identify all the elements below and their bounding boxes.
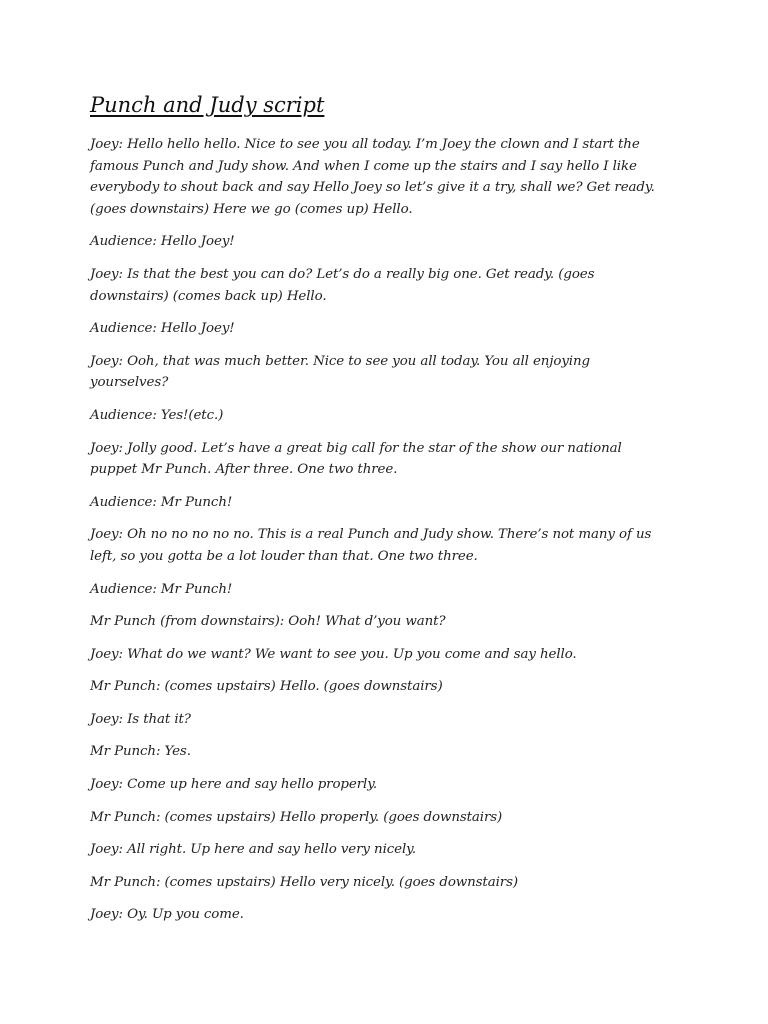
script-line: Audience: Mr Punch!: [90, 581, 233, 597]
script-line: Audience: Hello Joey!: [90, 321, 235, 337]
script-line: Mr Punch: (comes upstairs) Hello properly. (goes downstairs): [90, 809, 503, 825]
script-line: Joey: All right. Up here and say hello very nicely.: [90, 842, 417, 858]
script-line: Audience: Mr Punch!: [90, 494, 233, 510]
document-title: Punch and Judy script: [90, 93, 325, 117]
document-page: [90, 90, 670, 937]
script-line: Joey: Jolly good. Let’s have a great big call for the star of the show our national puppet Mr Punch. After three. One two three.: [90, 440, 622, 478]
script-line: Joey: Is that it?: [90, 711, 191, 727]
script-line: Joey: Hello hello hello. Nice to see you all today. I’m Joey the clown and I start the famous Punch and Judy show. And when I come up the stairs and I say hello I like everybody to shout back and say Hello Joey so let’s give it a try, shall we? Get ready. (goes downstairs) Here we go (comes up) Hello.: [90, 137, 655, 217]
script-line: Joey: What do we want? We want to see you. Up you come and say hello.: [90, 646, 577, 662]
script-line: Mr Punch (from downstairs): Ooh! What d’you want?: [90, 614, 446, 630]
script-line: Mr Punch: (comes upstairs) Hello. (goes downstairs): [90, 679, 443, 695]
script-line: Audience: Yes!(etc.): [90, 407, 224, 423]
script-line: Mr Punch: Yes.: [90, 744, 191, 760]
script-line: Joey: Oh no no no no no. This is a real Punch and Judy show. There’s not many of us left, so you gotta be a lot louder than that. One two three.: [90, 527, 652, 564]
script-body: [90, 134, 670, 926]
script-line: Mr Punch: (comes upstairs) Hello very nicely. (goes downstairs): [90, 874, 518, 890]
script-line: Joey: Ooh, that was much better. Nice to see you all today. You all enjoying yourselves?: [90, 353, 590, 391]
script-line: Joey: Come up here and say hello properly.: [90, 777, 378, 793]
script-line: Joey: Oy. Up you come.: [90, 907, 244, 923]
script-line: Joey: Is that the best you can do? Let’s do a really big one. Get ready. (goes downstairs) (comes back up) Hello.: [90, 266, 595, 304]
script-line: Audience: Hello Joey!: [90, 234, 235, 250]
